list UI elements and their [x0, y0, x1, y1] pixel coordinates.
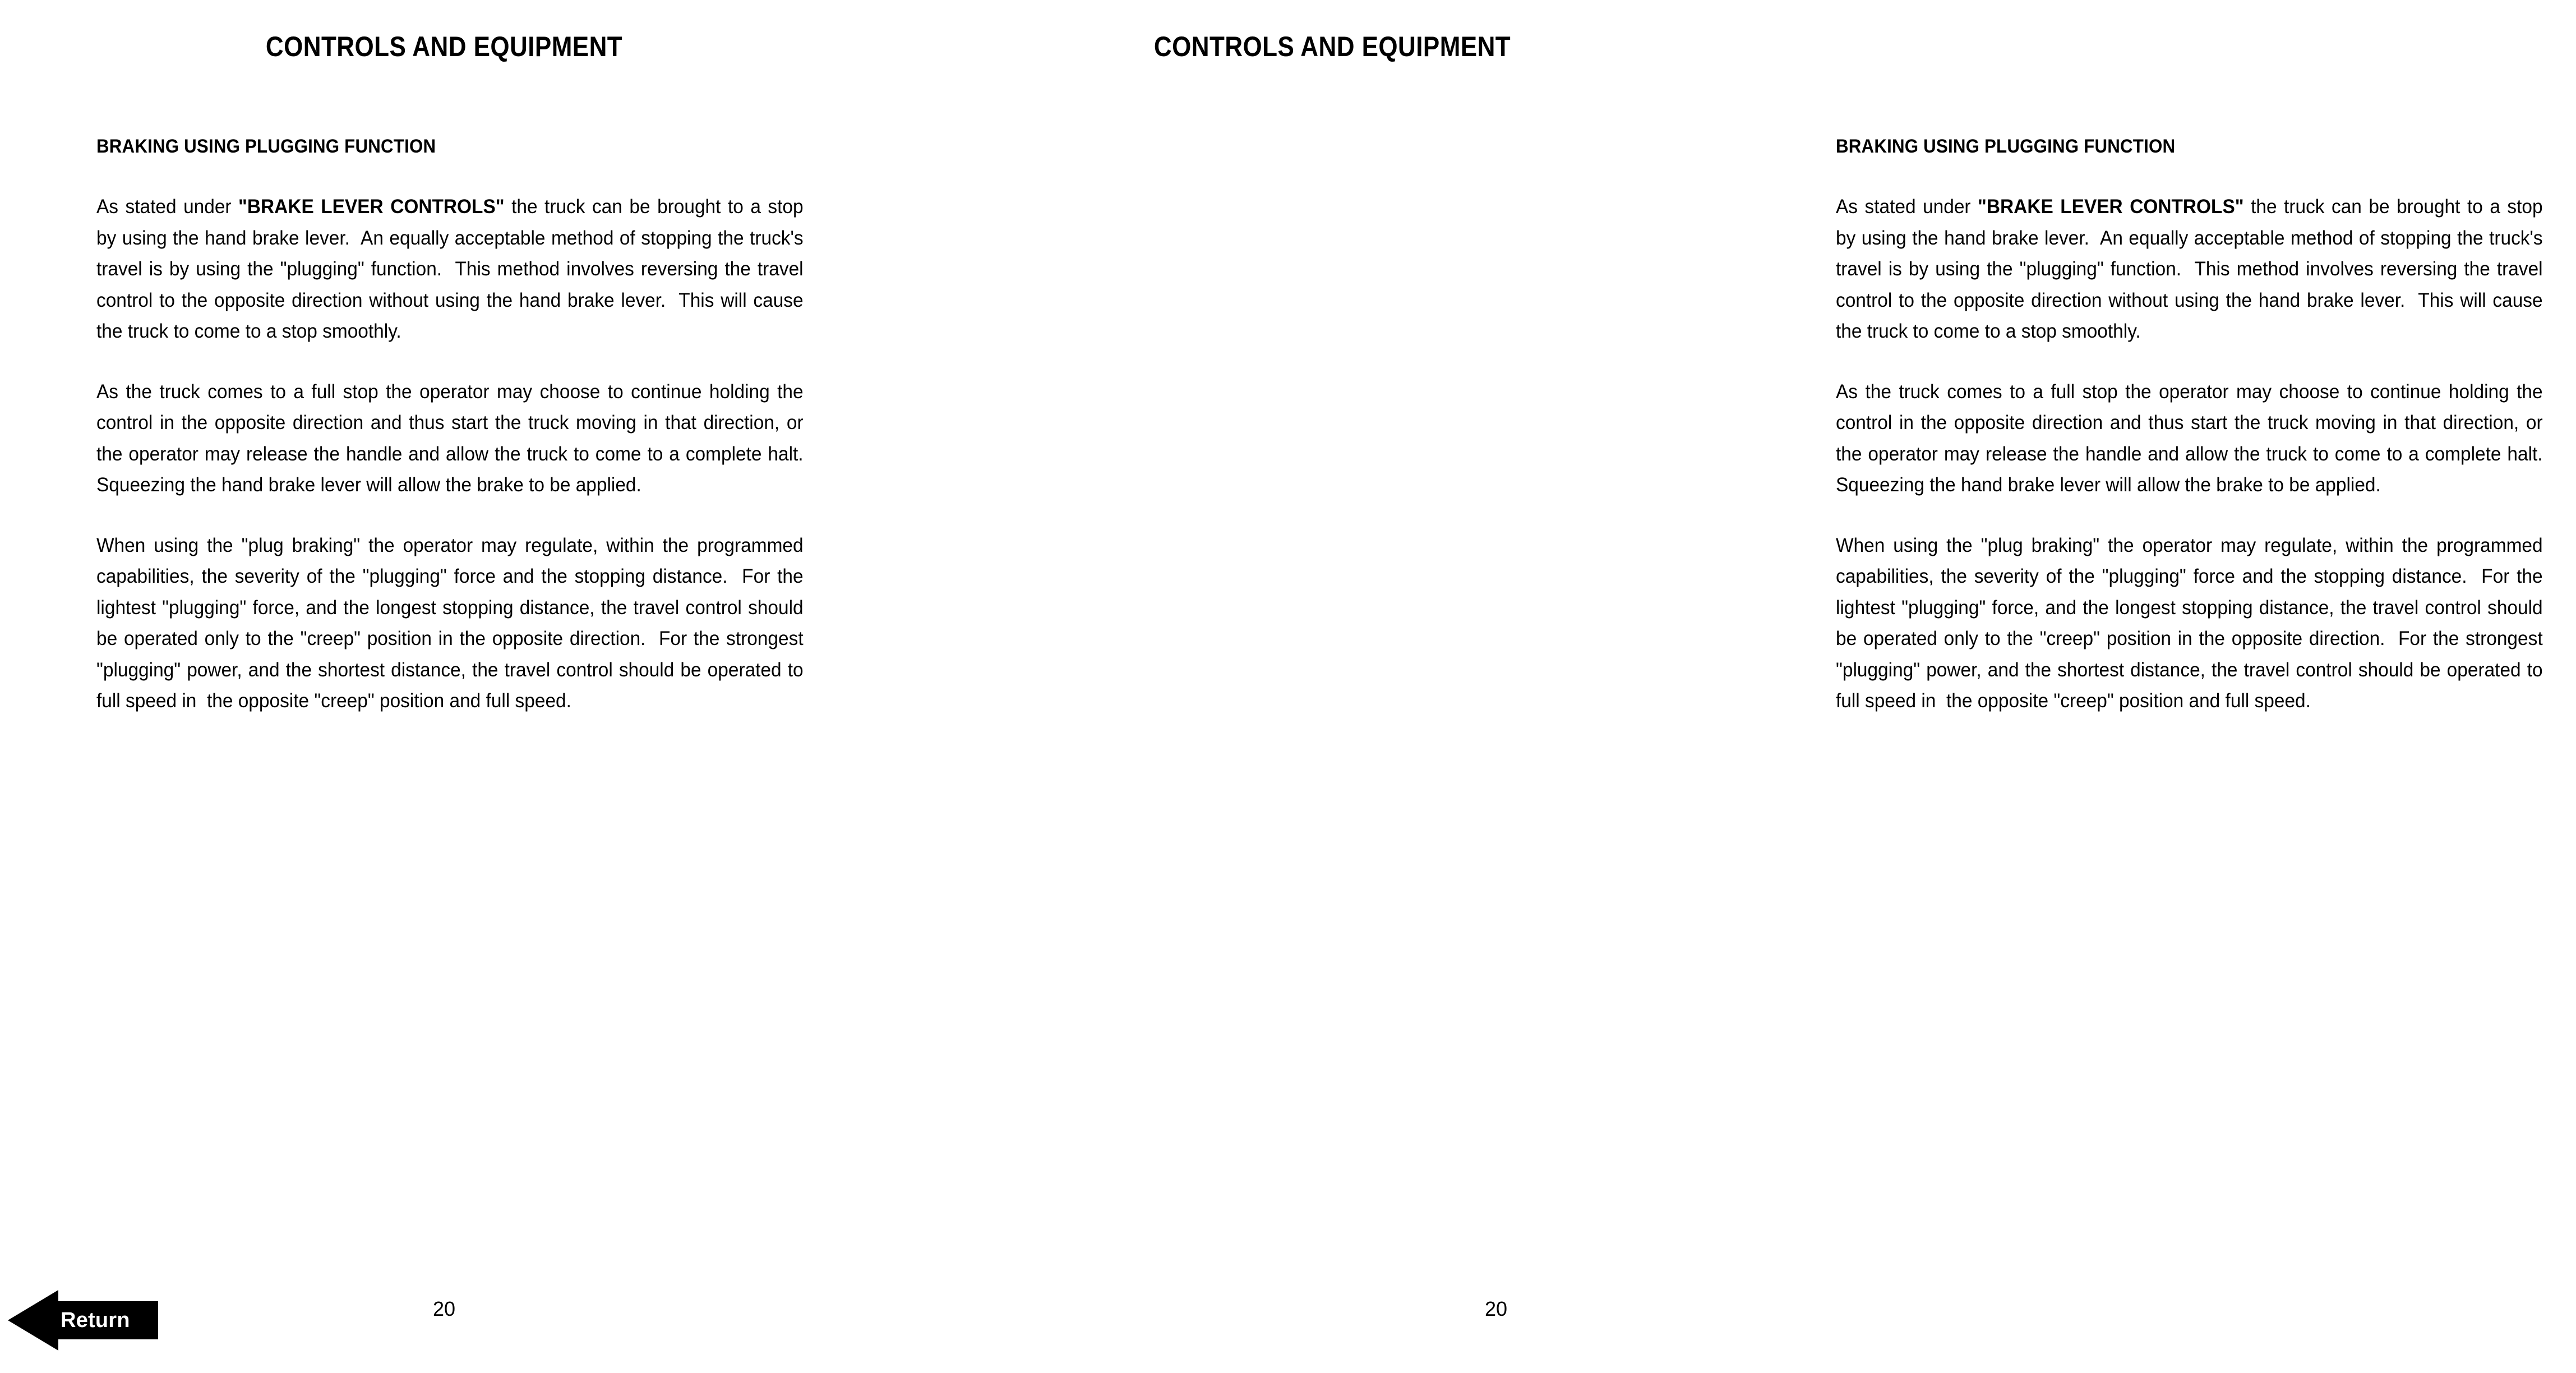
- page-column-right: [888, 0, 2554, 1373]
- paragraph-1-text-before: As stated under: [96, 196, 239, 218]
- paragraph-1-text-before-duplicate: As stated under: [1836, 196, 1978, 218]
- body-content-right: [1836, 136, 2576, 717]
- paragraph-1-text-after: the truck can be brought to a stop by using the hand brake lever. An equally acceptable method of stopping the truck's travel is by using the "plugging" function. This method involves reversing the travel control to the opposite direction without using the hand brake lever. This will cause the truck to come to a stop smoothly.: [96, 196, 809, 342]
- left-arrow-icon: [8, 1290, 58, 1351]
- page-column-left: [0, 0, 888, 1373]
- page-number-left: 20: [432, 1297, 456, 1320]
- page-title-duplicate: CONTROLS AND EQUIPMENT: [1153, 31, 1511, 62]
- return-button-body: [57, 1301, 158, 1339]
- section-heading-duplicate: BRAKING USING PLUGGING FUNCTION: [1836, 136, 2176, 157]
- paragraph-1-text-after-duplicate: the truck can be brought to a stop by using the hand brake lever. An equally acceptable method of stopping the truck's travel is by using the "plugging" function. This method involves reversing the travel control to the opposite direction without using the hand brake lever. This will cause the truck to come to a stop smoothly.: [1836, 196, 2548, 342]
- brake-lever-controls-reference: "BRAKE LEVER CONTROLS": [238, 196, 505, 218]
- section-heading: BRAKING USING PLUGGING FUNCTION: [96, 136, 436, 157]
- paragraph-2-duplicate: As the truck comes to a full stop the operator may choose to continue holding the control in the opposite direction and thus start the truck moving in that direction, or the operator may release the handle and allow the truck to come to a complete halt. Squeezing the hand brake lever will allow the brake to be applied.: [1836, 380, 2554, 496]
- page-title: CONTROLS AND EQUIPMENT: [265, 31, 623, 62]
- return-button-label: Return: [61, 1308, 130, 1332]
- body-content-left: [96, 136, 837, 717]
- paragraph-3: When using the "plug braking" the operator may regulate, within the programmed capabilities, the severity of the "plugging" force and the stopping distance. For the lightest "plugging" force, and the longest stopping distance, the travel control should be operated only to the "creep" position in the opposite direction. For the strongest "plugging" power, and the shortest distance, the travel control should be operated to full speed in the opposite "creep" position and full speed.: [96, 534, 809, 712]
- brake-lever-controls-reference-duplicate: "BRAKE LEVER CONTROLS": [1978, 196, 2244, 218]
- paragraph-1-duplicate: [1836, 191, 2548, 347]
- page-number-right: 20: [1484, 1297, 1508, 1320]
- paragraph-1: [96, 191, 809, 347]
- paragraph-2: As the truck comes to a full stop the operator may choose to continue holding the control in the opposite direction and thus start the truck moving in that direction, or the operator may release the handle and allow the truck to come to a complete halt. Squeezing the hand brake lever will allow the brake to be applied.: [96, 380, 814, 496]
- return-button[interactable]: [8, 1290, 187, 1351]
- paragraph-3-duplicate: When using the "plug braking" the operator may regulate, within the programmed capabilities, the severity of the "plugging" force and the stopping distance. For the lightest "plugging" force, and the longest stopping distance, the travel control should be operated only to the "creep" position in the opposite direction. For the strongest "plugging" power, and the shortest distance, the travel control should be operated to full speed in the opposite "creep" position and full speed.: [1836, 534, 2548, 712]
